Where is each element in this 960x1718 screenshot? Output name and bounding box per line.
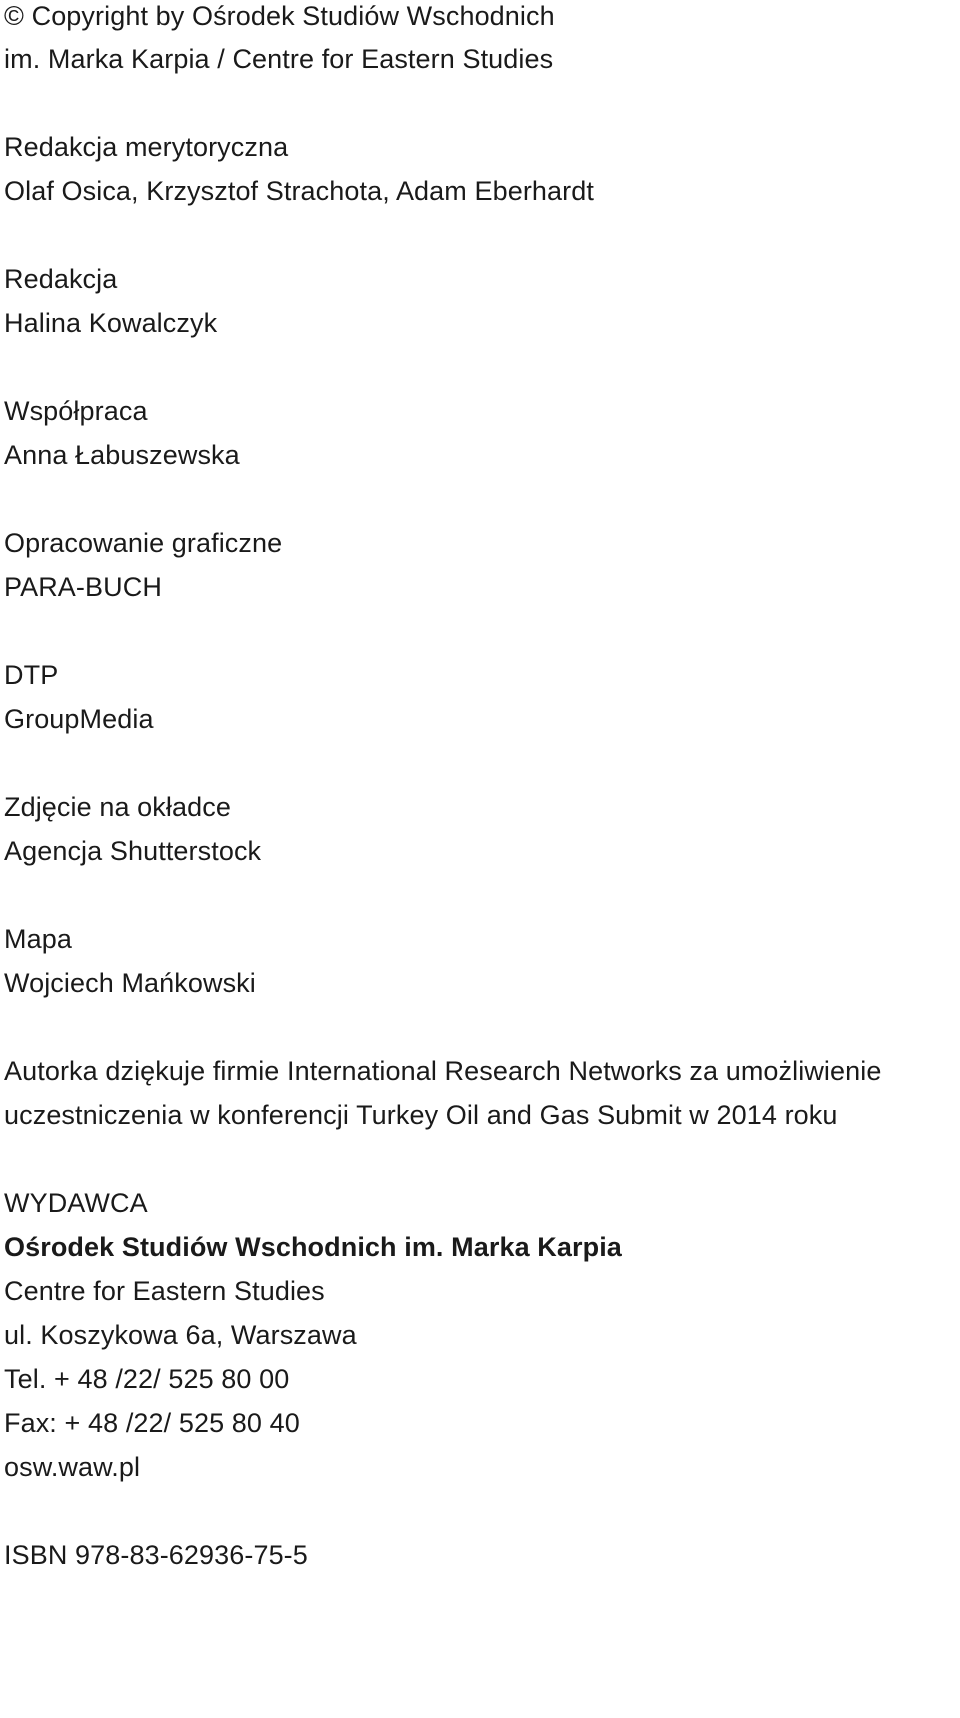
- credit-name-cooperation: Anna Łabuszewska: [4, 440, 240, 470]
- acknowledgement-line-2: uczestniczenia w konferencji Turkey Oil and Gas Submit w 2014 roku: [4, 1100, 838, 1130]
- copyright-line-1: © Copyright by Ośrodek Studiów Wschodnich: [4, 1, 555, 31]
- credit-name-graphic-design: PARA-BUCH: [4, 572, 162, 602]
- credit-role-cover-photo: Zdjęcie na okładce: [4, 792, 231, 822]
- copyright-line-2: im. Marka Karpia / Centre for Eastern Studies: [4, 44, 554, 74]
- credit-role-map: Mapa: [4, 924, 72, 954]
- acknowledgement-line-1: Autorka dziękuje firmie International Research Networks za umożliwienie: [4, 1056, 882, 1086]
- publisher-name: Ośrodek Studiów Wschodnich im. Marka Karpia: [4, 1232, 622, 1262]
- isbn: ISBN 978-83-62936-75-5: [4, 1540, 308, 1570]
- publisher-fax: Fax: + 48 /22/ 525 80 40: [4, 1408, 300, 1438]
- credit-role-content-editors: Redakcja merytoryczna: [4, 132, 289, 162]
- credit-role-cooperation: Współpraca: [4, 396, 148, 426]
- credit-role-dtp: DTP: [4, 660, 59, 690]
- credit-role-graphic-design: Opracowanie graficzne: [4, 528, 283, 558]
- credit-name-map: Wojciech Mańkowski: [4, 968, 256, 998]
- credit-role-editor: Redakcja: [4, 264, 118, 294]
- credit-name-editor: Halina Kowalczyk: [4, 308, 218, 338]
- publisher-address: ul. Koszykowa 6a, Warszawa: [4, 1320, 357, 1350]
- credit-name-cover-photo: Agencja Shutterstock: [4, 836, 262, 866]
- credit-name-content-editors: Olaf Osica, Krzysztof Strachota, Adam Eberhardt: [4, 176, 594, 206]
- publisher-heading: WYDAWCA: [4, 1188, 148, 1218]
- credit-name-dtp: GroupMedia: [4, 704, 154, 734]
- publisher-telephone: Tel. + 48 /22/ 525 80 00: [4, 1364, 290, 1394]
- publisher-name-english: Centre for Eastern Studies: [4, 1276, 325, 1306]
- publisher-website: osw.waw.pl: [4, 1452, 141, 1482]
